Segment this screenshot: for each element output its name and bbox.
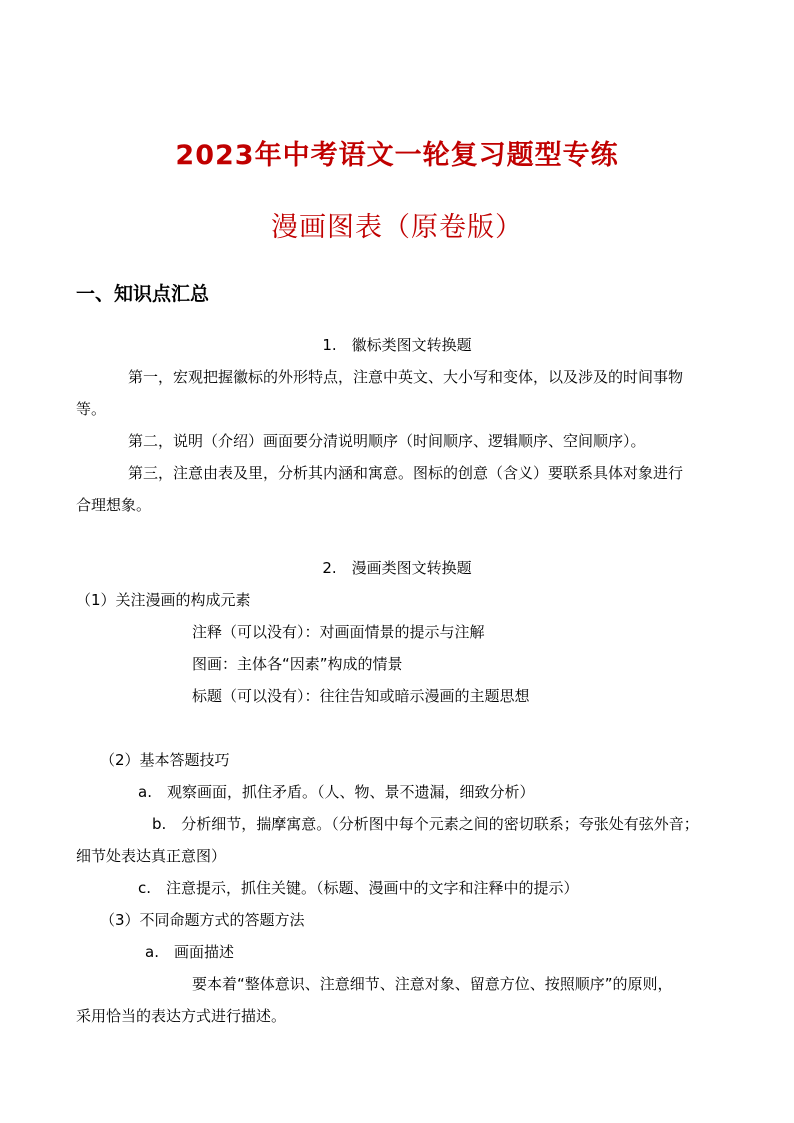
item1-heading: 1. 徽标类图文转换题 — [322, 336, 472, 354]
tip-b: b. 分析细节，揣摩寓意。（分析图中每个元素之间的密切联系；夸张处有弦外音； — [152, 815, 699, 833]
item1-paragraph1-cont: 等。 — [76, 400, 107, 418]
item2-heading: 2. 漫画类图文转换题 — [322, 559, 472, 577]
document-title: 2023年中考语文一轮复习题型专练 — [175, 140, 619, 171]
method-a-heading: a. 画面描述 — [145, 943, 234, 961]
tip-b-cont: 细节处表达真正意图） — [76, 847, 227, 865]
item1-paragraph3: 第三，注意由表及里，分析其内涵和寓意。图标的创意（含义）要联系具体对象进行 — [128, 464, 684, 482]
document-subtitle: 漫画图表（原卷版） — [271, 212, 523, 243]
method-a-paragraph: 要本着“整体意识、注意细节、注意对象、留意方位、按照顺序”的原则， — [192, 975, 673, 993]
item1-paragraph2: 第二，说明（介绍）画面要分清说明顺序（时间顺序、逻辑顺序、空间顺序）。 — [128, 432, 646, 450]
subheading-elements: （1）关注漫画的构成元素 — [76, 591, 251, 609]
tip-c: c. 注意提示，抓住关键。（标题、漫画中的文字和注释中的提示） — [138, 879, 579, 897]
section-heading: 一、知识点汇总 — [76, 283, 210, 305]
element-title: 标题（可以没有）：往往告知或暗示漫画的主题思想 — [192, 687, 530, 705]
element-annotation: 注释（可以没有）：对画面情景的提示与注解 — [192, 623, 485, 641]
tip-a: a. 观察画面，抓住矛盾。（人、物、景不遗漏，细致分析） — [138, 783, 535, 801]
element-picture: 图画：主体各“因素”构成的情景 — [192, 655, 403, 673]
subheading-methods: （3）不同命题方式的答题方法 — [100, 911, 305, 929]
method-a-paragraph-cont: 采用恰当的表达方式进行描述。 — [76, 1007, 287, 1025]
item1-paragraph1: 第一，宏观把握徽标的外形特点，注意中英文、大小写和变体，以及涉及的时间事物 — [128, 368, 684, 386]
item1-paragraph3-cont: 合理想象。 — [76, 496, 152, 514]
subheading-tips: （2）基本答题技巧 — [100, 751, 230, 769]
